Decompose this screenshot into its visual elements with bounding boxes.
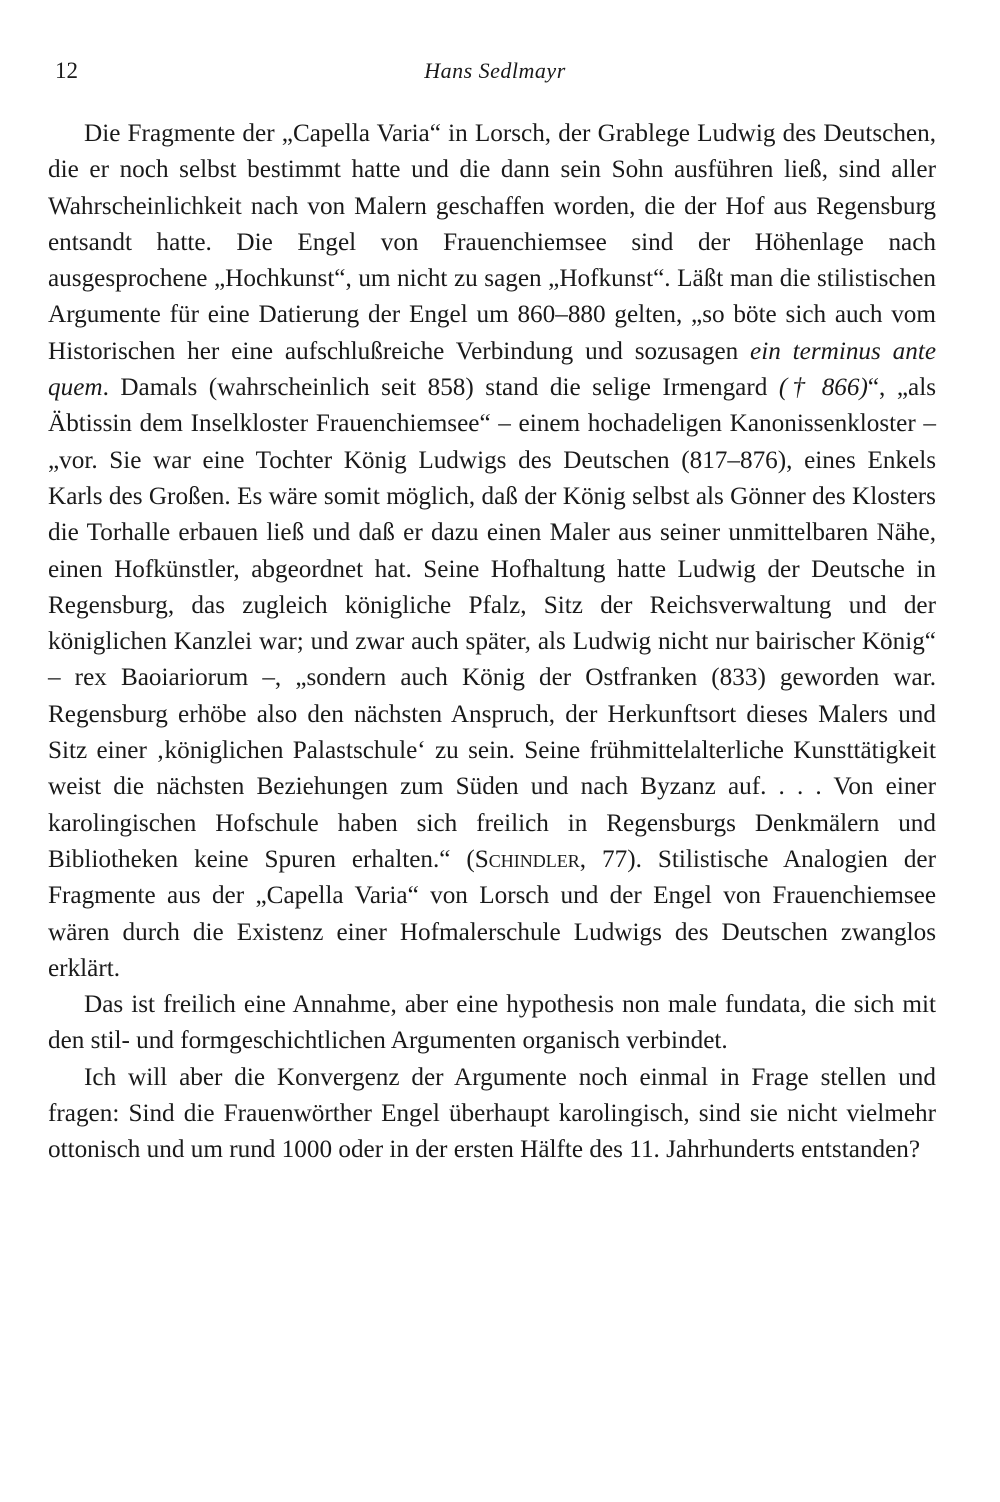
author-citation: Schindler (474, 845, 580, 873)
body-text (48, 116, 936, 1169)
page-header (55, 58, 935, 92)
page-number: 12 (55, 58, 78, 83)
paragraph-1: Die Fragmente der „Capella Varia“ in Lorsch, der Grablege Ludwig des Deutschen, die er noch selbst bestimmt hatte und die dann sein Sohn ausführen ließ, sind aller Wahrscheinlichkeit nach von Malern geschaffen worden, die der Hof aus Regensburg entsandt hatte. Die Engel von Frauenchiemsee sind der Höhenlage nach ausgesprochene „Hochkunst“, um nicht zu sagen „Hofkunst“. Läßt man die stilistischen Argumente für eine Datierung der Engel um 860–880 gelten, „so böte sich auch vom Historischen her eine aufschlußreiche Verbindung und sozusagen ein terminus ante quem. Damals (wahrscheinlich seit 858) stand die selige Irmengard († 866)“, „als Äbtissin dem Inselkloster Frauenchiemsee“ – einem hochadeligen Kanonissenkloster – „vor. Sie war eine Tochter König Ludwigs des Deutschen (817–876), eines Enkels Karls des Großen. Es wäre somit möglich, daß der König selbst als Gönner des Klosters die Torhalle erbauen ließ und daß er dazu einen Maler aus seiner unmittelbaren Nähe, einen Hofkünstler, abgeordnet hat. Seine Hofhaltung hatte Ludwig der Deutsche in Regensburg, das zugleich königliche Pfalz, Sitz der Reichsverwaltung und der königlichen Kanzlei war; und zwar auch später, als Ludwig nicht nur bairischer König“ – rex Baoiariorum –, „sondern auch König der Ostfranken (833) geworden war. Regensburg erhöbe also den nächsten Anspruch, der Herkunftsort dieses Malers und Sitz einer ‚königlichen Palastschule‘ zu sein. Seine frühmittelalterliche Kunsttätigkeit weist die nächsten Beziehungen zum Süden und nach Byzanz auf. . . . Von einer karolingischen Hofschule haben sich freilich in Regensburgs Denkmälern und Bibliotheken keine Spuren erhalten.“ (Schindler, 77). Stilistische Analogien der Fragmente aus der „Capella Varia“ von Lorsch und der Engel von Frauenchiemsee wären durch die Existenz einer Hofmalerschule Ludwigs des Deutschen zwanglos erklärt. (48, 120, 937, 982)
emphasis-terminus: ein terminus ante quem (48, 337, 936, 402)
paragraph-2: Das ist freilich eine Annahme, aber eine hypothesis non male fundata, die sich mit den stil- und formgeschichtlichen Argumenten organisch verbindet. (48, 991, 936, 1055)
running-head: Hans Sedlmayr (424, 58, 566, 83)
paragraph-3: Ich will aber die Konvergenz der Argumente noch einmal in Frage stellen und fragen: Sind die Frauenwörther Engel überhaupt karolingisch, sind sie nicht vielmehr ottonisch und um rund 1000 oder in der ersten Hälfte des 11. Jahrhunderts entstanden? (48, 1063, 936, 1164)
emphasis-date: († 866) (778, 374, 868, 402)
